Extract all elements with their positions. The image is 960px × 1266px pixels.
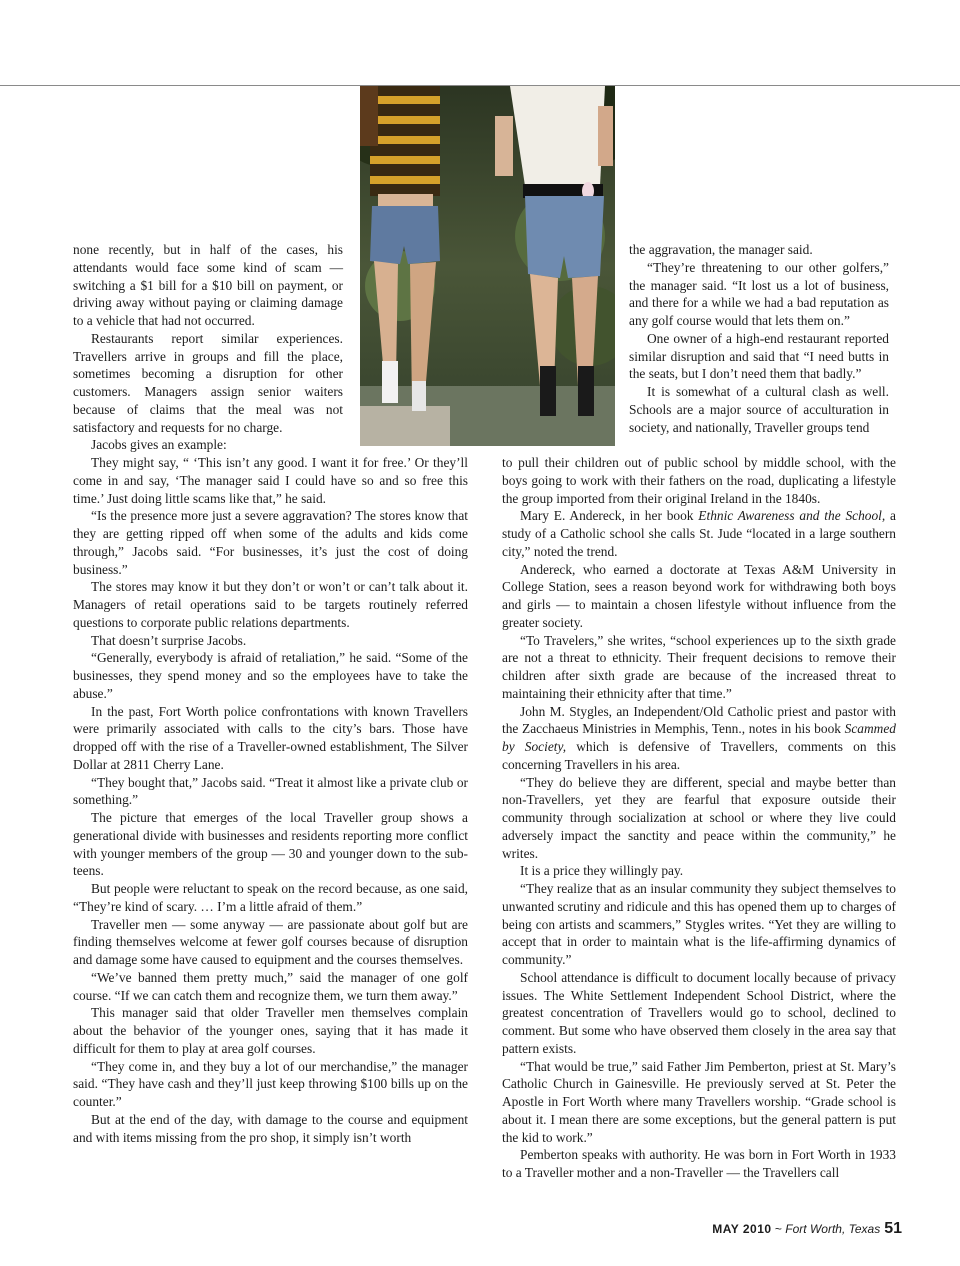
paragraph: Pemberton speaks with authority. He was born in Fort Worth in 1933 to a Traveller mother and a non-Traveller — the Travellers call bbox=[502, 1147, 896, 1180]
paragraph: Jacobs gives an example: bbox=[91, 437, 227, 453]
footer-separator: ~ bbox=[771, 1222, 786, 1236]
book-title: Scammed by Society, bbox=[502, 721, 896, 754]
text-run: which is defensive of Travellers, comments on this concerning Travellers in his area. bbox=[502, 739, 896, 772]
paragraph: “They realize that as an insular community they subject themselves to unwanted scrutiny and ridicule and this has opened them up to charges of being con artists and scammers,” Stygles writes. “Yet they are willing to accept that in order to maintain what is the life-affirming dynamics of community.” bbox=[502, 881, 896, 967]
left-column-top bbox=[73, 241, 343, 454]
paragraph: “That would be true,” said Father Jim Pemberton, priest at St. Mary’s Catholic Church in Gainesville. He previously served at St. Peter the Apostle in Fort Worth where many Travellers worship. “Grade school is about it. I mean there are some exceptions, but the general pattern is put the kid to work.” bbox=[502, 1058, 896, 1145]
paragraph: The picture that emerges of the local Traveller group shows a generational divide with businesses and residents reporting more conflict with younger members of the group — 30 and younger down to the sub-teens. bbox=[73, 810, 468, 879]
right-column-top bbox=[629, 241, 889, 436]
paragraph: They might say, “ ‘This isn’t any good. I want it for free.’ Or they’ll come in and say, ‘The manager said I could have so and so free this time.’ Just doing little scams like that,” he said. bbox=[73, 455, 468, 506]
paragraph-andereck-book bbox=[502, 507, 896, 560]
book-title: Ethnic Awareness and the School, bbox=[698, 508, 886, 524]
magazine-name: Fort Worth, Texas bbox=[785, 1222, 881, 1236]
text-run: a study of a Catholic school she calls St. Jude “located in a large southern city,” noted the trend. bbox=[502, 508, 896, 559]
text-run: Mary E. Andereck, in her book bbox=[520, 508, 699, 524]
paragraph: It is a price they willingly pay. bbox=[520, 863, 684, 879]
paragraph: Traveller men — some anyway — are passionate about golf but are finding themselves welcome at fewer golf courses because of disruption and damage some have caused to equipment and the courses themselves. bbox=[73, 916, 468, 967]
photo-two-girls-walking-icon bbox=[360, 86, 615, 446]
paragraph: That doesn’t surprise Jacobs. bbox=[91, 632, 247, 648]
paragraph-stygles-book bbox=[502, 703, 896, 774]
paragraph: “They come in, and they buy a lot of our merchandise,” the manager said. “They have cash and they’ll just keep throwing $100 bills up on the counter.” bbox=[73, 1058, 468, 1109]
paragraph: “Generally, everybody is afraid of retaliation,” he said. “Some of the businesses, they spend money and so the employees have to take the abuse.” bbox=[73, 650, 468, 701]
paragraph: “To Travelers,” she writes, “school experiences up to the sixth grade are not a threat to ethnicity. Their frequent decisions to remove their children after sixth grade are because of the increased threat to maintaining their ethnicity after that time.” bbox=[502, 632, 896, 701]
paragraph: to pull their children out of public school by middle school, with the boys going to work with their fathers on the road, duplicating a lifestyle the group imported from their original Ireland in the 1840s. bbox=[502, 455, 896, 506]
right-column-bottom bbox=[502, 454, 896, 1182]
paragraph: It is somewhat of a cultural clash as well. Schools are a major source of acculturation in society, and nationally, Traveller groups tend bbox=[629, 384, 889, 435]
page-number: 51 bbox=[884, 1220, 902, 1237]
paragraph: School attendance is difficult to document locally because of privacy issues. The White Settlement Independent School District, where the greatest concentration of Travellers would go to school, declined to comment. But some who have observed them closely in the area say that pattern exists. bbox=[502, 969, 896, 1056]
page-footer bbox=[712, 1220, 902, 1238]
paragraph: The stores may know it but they don’t or won’t or can’t talk about it. Managers of retail operations said to be targets routinely referred questions to corporate public relations departments. bbox=[73, 579, 468, 630]
issue-date: MAY 2010 bbox=[712, 1222, 772, 1236]
paragraph: But at the end of the day, with damage to the course and equipment and with items missing from the pro shop, it simply isn’t worth bbox=[73, 1111, 468, 1145]
paragraph: “They bought that,” Jacobs said. “Treat it almost like a private club or something.” bbox=[73, 774, 468, 808]
paragraph: Restaurants report similar experiences. Travellers arrive in groups and fill the place, sometimes becoming a disruption for other customers. Managers assign senior waiters because of claims that the meal was not satisfactory and requests for no charge. bbox=[73, 330, 343, 435]
paragraph: “We’ve banned them pretty much,” said the manager of one golf course. “If we can catch them and recognize them, we turn them away.” bbox=[73, 969, 468, 1003]
paragraph: the aggravation, the manager said. bbox=[629, 242, 813, 257]
paragraph: One owner of a high-end restaurant reported similar disruption and said that “I need butts in the seats, but I don’t need them that badly.” bbox=[629, 330, 889, 382]
paragraph: “Is the presence more just a severe aggravation? The stores know that they are getting ripped off when some of the adults and kids come through,” Jacobs said. “For businesses, it’s just the cost of doing business.” bbox=[73, 508, 468, 577]
paragraph: “They do believe they are different, special and maybe better than non-Travellers, yet they are fearful that exposure outside their community through socialization at school or where they live could adversely impact the sanctity and peace within the community,” he writes. bbox=[502, 774, 896, 861]
paragraph: In the past, Fort Worth police confrontations with known Travellers were primarily associated with calls to the city’s bars. Those have dropped off with the rise of a Traveller-owned establishment, The Silver Dollar at 2811 Cherry Lane. bbox=[73, 703, 468, 772]
paragraph: But people were reluctant to speak on the record because, as one said, “They’re kind of scary. … I’m a little afraid of them.” bbox=[73, 881, 468, 914]
paragraph: “They’re threatening to our other golfers,” the manager said. “It lost us a lot of business, and there for a while we had a bad reputation as any golf course would that lets them on.” bbox=[629, 259, 889, 328]
article-photo bbox=[360, 86, 615, 446]
text-run: John M. Stygles, an Independent/Old Catholic priest and pastor with the Zacchaeus Ministries in Memphis, Tenn., notes in his book bbox=[502, 703, 896, 737]
paragraph: This manager said that older Traveller men themselves complain about the behavior of the younger ones, saying that it has made it difficult for them to play at area golf courses. bbox=[73, 1005, 468, 1056]
paragraph: none recently, but in half of the cases, his attendants would face some kind of scam — switching a $1 bill for a $10 bill on payment, or driving away without paying or claiming damage to a vehicle that had not occurred. bbox=[73, 242, 343, 328]
paragraph: Andereck, who earned a doctorate at Texas A&M University in College Station, sees a reason beyond work for withdrawing both boys and girls — to maintain a chosen lifestyle without influence from the greater society. bbox=[502, 561, 896, 630]
left-column-bottom bbox=[73, 454, 468, 1146]
